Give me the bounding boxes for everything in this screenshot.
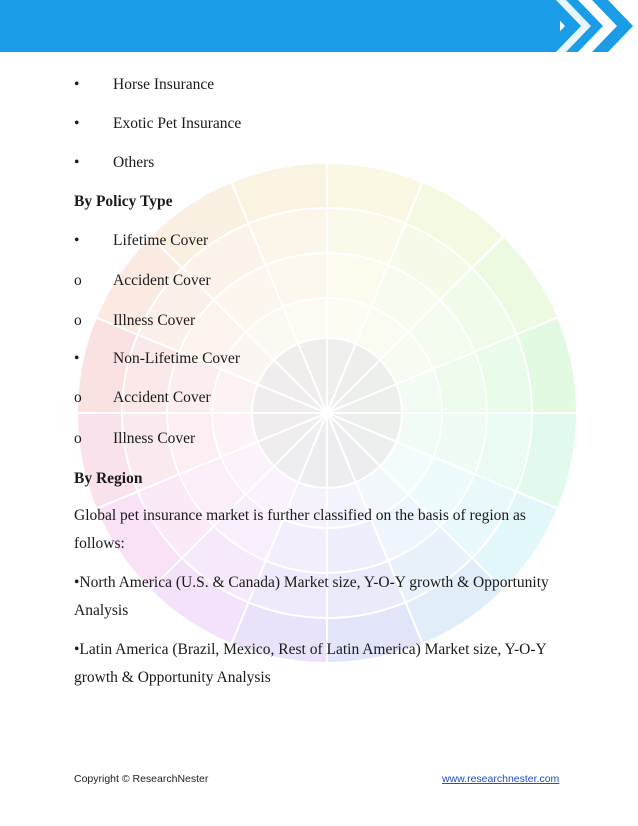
list-item-text: Lifetime Cover	[113, 232, 209, 249]
list-item-text: Illness Cover	[113, 312, 196, 329]
list-item-text: Accident Cover	[113, 389, 211, 406]
bullet-marker: •	[74, 232, 80, 249]
website-link[interactable]: www.researchnester.com	[442, 773, 560, 785]
list-item-text: Others	[113, 154, 155, 171]
bullet-marker: o	[74, 272, 82, 289]
list-item-text: Accident Cover	[113, 272, 211, 289]
header-banner	[0, 0, 638, 55]
copyright-text: Copyright © ResearchNester	[74, 773, 209, 785]
region-heading: By Region	[74, 470, 143, 487]
bullet-marker: o	[74, 389, 82, 406]
north-america-paragraph: •North America (U.S. & Canada) Market size, Y-O-Y growth & Opportunity Analysis	[74, 574, 549, 619]
list-item-text: Exotic Pet Insurance	[113, 115, 242, 132]
latin-america-paragraph: •Latin America (Brazil, Mexico, Rest of Latin America) Market size, Y-O-Y growth & Opportunity Analysis	[74, 641, 547, 686]
bullet-marker: •	[74, 154, 80, 171]
bullet-marker: •	[74, 350, 80, 367]
policy-type-heading: By Policy Type	[74, 193, 173, 210]
bullet-marker: •	[74, 76, 80, 93]
list-item-text: Illness Cover	[113, 430, 196, 447]
list-item-text: Non-Lifetime Cover	[113, 350, 240, 367]
bullet-marker: o	[74, 430, 82, 447]
bullet-marker: o	[74, 312, 82, 329]
region-intro-paragraph: Global pet insurance market is further classified on the basis of region as follows:	[74, 507, 526, 552]
list-item-text: Horse Insurance	[113, 76, 215, 93]
bullet-marker: •	[74, 115, 80, 132]
